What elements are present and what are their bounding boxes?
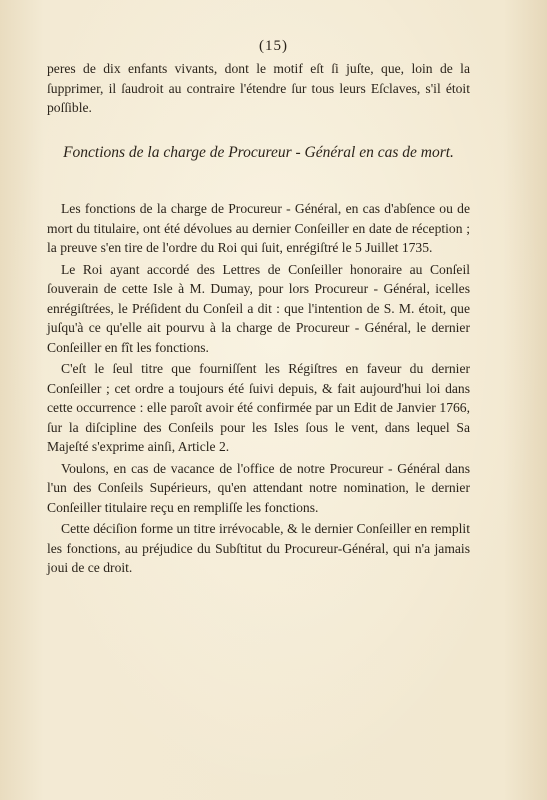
paragraph-1: Les fonctions de la charge de Procureur - Général, en cas d'abſence ou de mort du titulaire, ont été dévolues au dernier Conſeiller en date de réception ; la preuve s'en tire de l'ordre du Roi qui ſuit, enrégiſtré le 5 Juillet 1735. [47, 201, 470, 255]
section-body [47, 199, 470, 578]
paragraph-3: C'eſt le ſeul titre que fourniſſent les Régiſtres en faveur du dernier Conſeiller ; cet ordre a toujours été ſuivi depuis, & fait aujourd'hui loi dans cette occurrence : elle paroît avoir été confirmée par un Edit de Janvier 1766, ſur la diſcipline des Conſeils pour les Isles ſous le vent, dans lequel Sa Majeſté s'exprime ainſi, Article 2. [47, 361, 470, 454]
paragraph-2: Le Roi ayant accordé des Lettres de Conſeiller honoraire au Conſeil ſouverain de cette Isle à M. Dumay, pour lors Procureur - Général, icelles enrégiſtrées, le Préſident du Conſeil a dit : que l'intention de S. M. étoit, que juſqu'à ce qu'elle ait pourvu à la charge de Procureur - Général, le dernier Conſeiller en fît les fonctions. [47, 261, 470, 355]
paragraph-4: Voulons, en cas de vacance de l'office de notre Procureur - Général dans l'un des Conſeils Supérieurs, qu'en attendant notre nomination, le dernier Conſeiller titulaire reçu en rempliſſe les fonctions. [47, 460, 470, 515]
section-heading: Fonctions de la charge de Procureur - Général en cas de mort. [63, 144, 454, 161]
continuation-paragraph [47, 59, 470, 118]
page-number: (15) [259, 38, 288, 54]
paragraph-5: Cette déciſion forme un titre irrévocable, & le dernier Conſeiller en remplit les fonctions, au préjudice du Subſtitut du Procureur-Général, qui n'a jamais joui de ce droit. [47, 521, 470, 575]
continuation-text: peres de dix enfants vivants, dont le motif eſt ſi juſte, que, loin de la ſupprimer, il ſaudroit au contraire l'étendre ſur tous leurs Eſclaves, s'il étoit poſſible. [47, 61, 470, 115]
